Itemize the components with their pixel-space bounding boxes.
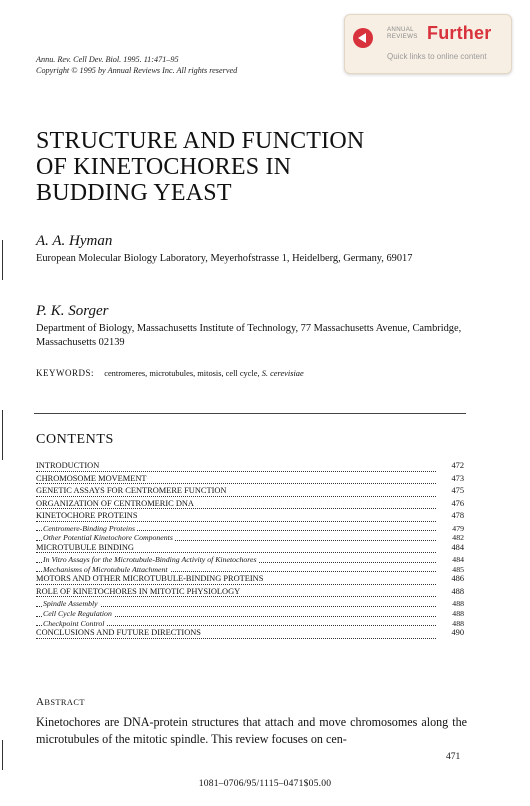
toc-entry xyxy=(36,574,464,587)
toc-entry-page: 488 xyxy=(448,599,464,608)
toc-leader-dots xyxy=(36,638,436,639)
divider xyxy=(34,413,466,414)
toc-entry-page: 475 xyxy=(447,486,464,495)
toc-entry-page: 488 xyxy=(447,587,464,596)
author-affiliation: European Molecular Biology Laboratory, Meyerhofstrasse 1, Heidelberg, Germany, 69017 xyxy=(36,253,413,264)
toc-entry xyxy=(36,628,464,641)
toc-entry xyxy=(36,461,464,474)
abstract-heading xyxy=(36,696,85,708)
toc-entry xyxy=(36,474,464,487)
title-line-1: STRUCTURE AND FUNCTION xyxy=(36,128,365,154)
keywords-text-italic: S. cerevisiae xyxy=(261,369,304,378)
toc-entry-page: 485 xyxy=(448,565,464,574)
toc-entry-title: MICROTUBULE BINDING xyxy=(36,542,134,552)
toc-entry-page: 488 xyxy=(448,619,464,628)
toc-entry-page: 484 xyxy=(448,555,464,564)
table-of-contents xyxy=(36,461,464,641)
toc-entry-title: KINETOCHORE PROTEINS xyxy=(36,511,138,520)
toc-entry-title: ORGANIZATION OF CENTROMERIC DNA xyxy=(36,498,194,508)
toc-leader-dots xyxy=(36,596,436,597)
toc-entry-title: Spindle Assembly xyxy=(43,599,98,609)
toc-entry-page: 486 xyxy=(447,574,464,583)
title-line-3: BUDDING YEAST xyxy=(36,180,232,206)
abstract-text: Kinetochores are DNA-protein structures that attach and move chromosomes along the microtubules of the mitotic spindle. This review focuses on cen- xyxy=(36,715,467,746)
keywords xyxy=(36,368,304,378)
toc-entry-title: ROLE OF KINETOCHORES IN MITOTIC PHYSIOLOGY xyxy=(36,586,241,596)
keywords-label: KEYWORDS: xyxy=(36,368,94,378)
toc-entry-title: In Vitro Assays for the Microtubule-Binding Activity of Kinetochores xyxy=(43,555,257,565)
toc-entry-title: Checkpoint Control xyxy=(43,618,105,628)
further-subtitle: Quick links to online content xyxy=(387,52,487,61)
further-brand-line2: REVIEWS xyxy=(387,33,418,40)
keywords-text: centromeres, microtubules, mitosis, cell cycle, xyxy=(104,369,262,378)
toc-leader-dots xyxy=(36,552,436,553)
toc-entry-title: Cell Cycle Regulation xyxy=(43,608,112,618)
toc-entry-title: GENETIC ASSAYS FOR CENTROMERE FUNCTION xyxy=(36,486,227,495)
margin-mark xyxy=(2,240,3,280)
toc-subentry xyxy=(36,533,464,543)
toc-entry-title: INTRODUCTION xyxy=(36,461,100,470)
journal-citation: Annu. Rev. Cell Dev. Biol. 1995. 11:471–95 xyxy=(36,55,179,64)
play-arrow-icon xyxy=(353,28,373,48)
toc-entry-title: MOTORS AND OTHER MICROTUBULE-BINDING PROTEINS xyxy=(36,574,264,584)
toc-leader-dots xyxy=(36,483,436,484)
toc-entry-page: 482 xyxy=(448,533,464,542)
toc-leader-dots xyxy=(36,521,436,522)
toc-subentry xyxy=(36,565,464,575)
footer-code: 1081–0706/95/1115–0471$05.00 xyxy=(198,778,332,789)
author-name: P. K. Sorger xyxy=(36,303,109,319)
toc-entry-page: 478 xyxy=(447,511,464,520)
margin-mark xyxy=(2,740,3,770)
toc-subentry xyxy=(36,524,464,534)
toc-subentry xyxy=(36,555,464,565)
toc-leader-dots xyxy=(36,584,436,585)
author-name: A. A. Hyman xyxy=(36,233,113,249)
title-line-2: OF KINETOCHORES IN xyxy=(36,154,292,180)
toc-entry-title: Mechanisms of Microtubule Attachment xyxy=(43,564,168,574)
author-affiliation: Department of Biology, Massachusetts Institute of Technology, 77 Massachusetts Avenue, Cambridge, Massachusetts 02139 xyxy=(36,323,462,348)
toc-entry-page: 490 xyxy=(447,628,464,637)
toc-entry xyxy=(36,587,464,600)
toc-subentry xyxy=(36,599,464,609)
abstract-heading-initial: A xyxy=(36,696,45,708)
toc-subentry xyxy=(36,619,464,629)
toc-entry-title: Centromere-Binding Proteins xyxy=(43,523,136,533)
toc-leader-dots xyxy=(36,508,436,509)
further-brand xyxy=(387,26,418,40)
toc-entry-page: 476 xyxy=(447,499,464,508)
margin-mark xyxy=(2,410,3,460)
toc-entry-page: 473 xyxy=(447,474,464,483)
further-brand-line1: ANNUAL xyxy=(387,26,414,33)
toc-entry xyxy=(36,486,464,499)
article-title xyxy=(36,128,456,206)
toc-subentry xyxy=(36,609,464,619)
toc-entry-title: Other Potential Kinetochore Components xyxy=(43,533,173,543)
journal-copyright: Copyright © 1995 by Annual Reviews Inc. All rights reserved xyxy=(36,66,238,75)
toc-entry xyxy=(36,543,464,556)
toc-entry xyxy=(36,499,464,512)
page-number: 471 xyxy=(446,752,461,762)
toc-entry-page: 472 xyxy=(447,461,464,470)
toc-leader-dots xyxy=(36,471,436,472)
abstract-heading-rest: BSTRACT xyxy=(44,698,85,707)
toc-entry-page: 488 xyxy=(448,609,464,618)
contents-heading: CONTENTS xyxy=(36,432,114,447)
further-word: Further xyxy=(427,23,492,43)
toc-entry-title: CHROMOSOME MOVEMENT xyxy=(36,473,147,483)
toc-entry-page: 484 xyxy=(447,543,464,552)
toc-entry-page: 479 xyxy=(448,524,464,533)
toc-leader-dots xyxy=(36,496,436,497)
annual-reviews-further-badge[interactable] xyxy=(344,14,512,74)
toc-entry xyxy=(36,511,464,524)
toc-entry-title: CONCLUSIONS AND FUTURE DIRECTIONS xyxy=(36,628,201,638)
